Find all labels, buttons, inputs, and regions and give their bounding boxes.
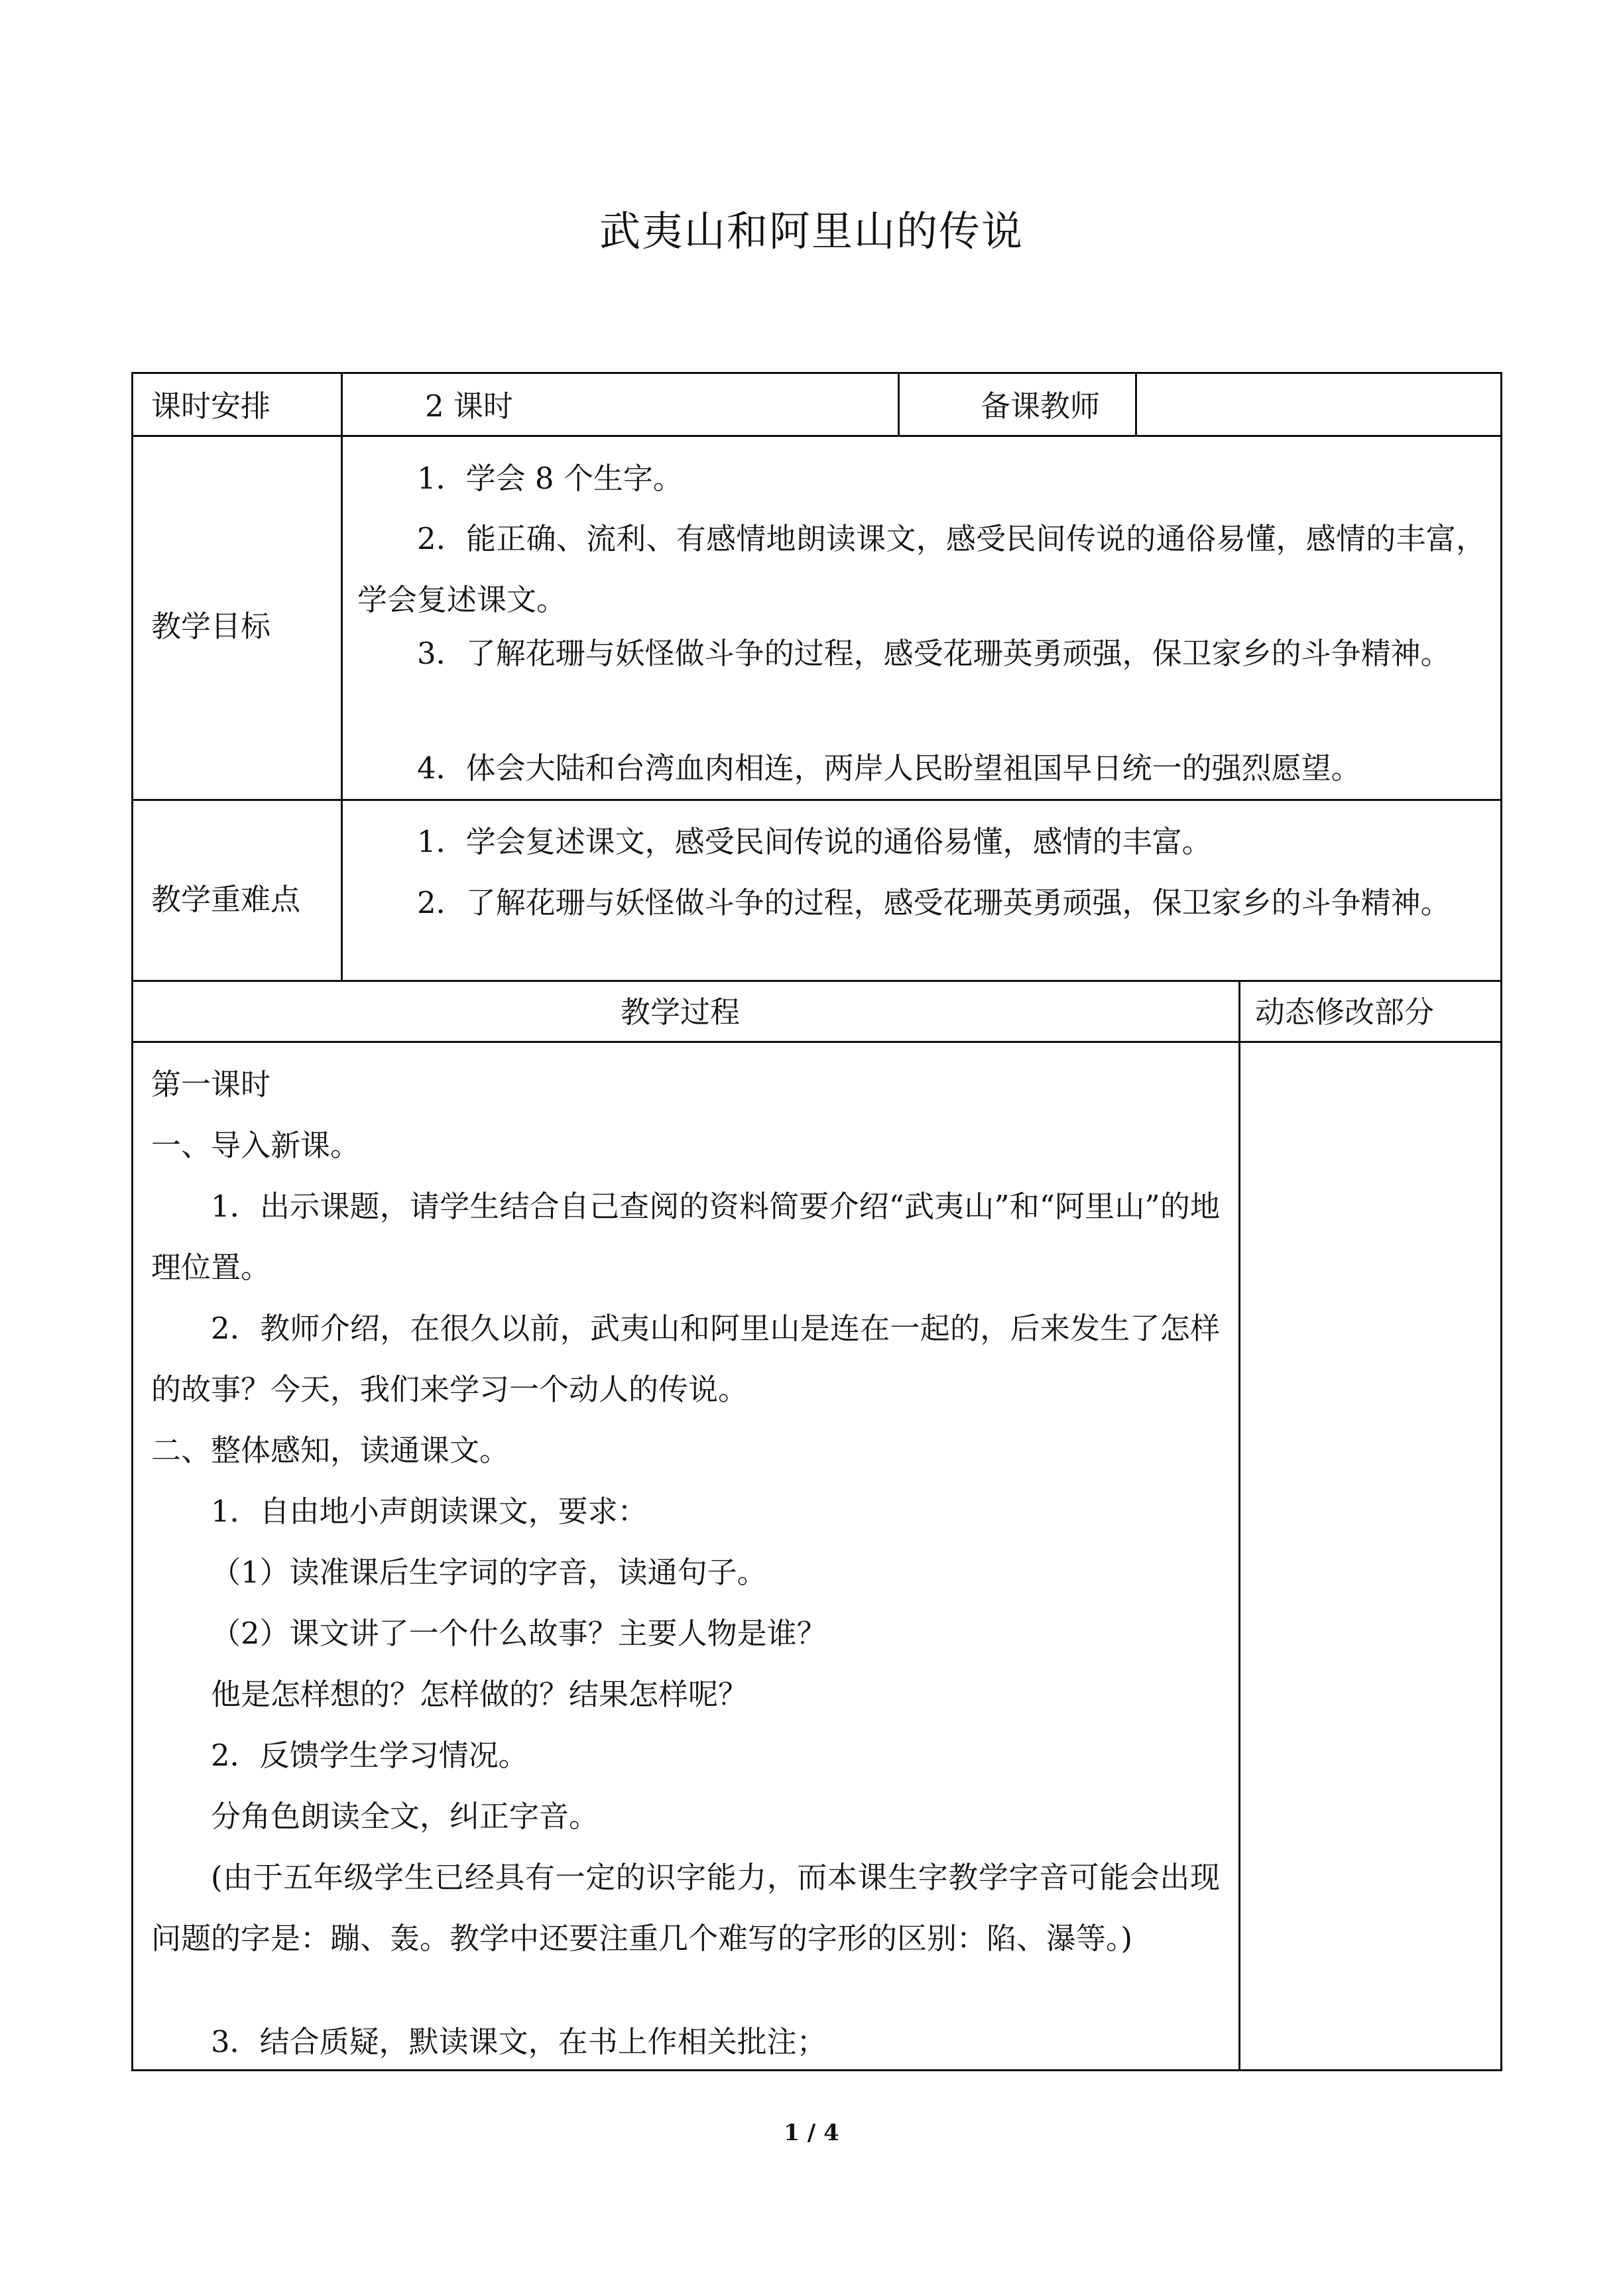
key-points-label: 教学重难点: [151, 882, 301, 917]
page-number: 1 / 4: [784, 2120, 839, 2146]
process-line: 3．结合质疑，默读课文，在书上作相关批注；: [211, 2024, 827, 2059]
teacher-label: 备课教师: [981, 389, 1101, 424]
objectives-label: 教学目标: [151, 609, 271, 644]
process-line: 1．出示课题，请学生结合自己查阅的资料简要介绍“武夷山”和“阿里山”的地理位置。: [151, 1189, 1220, 1285]
key-point-item: 1．学会复述课文，感受民间传说的通俗易懂，感情的丰富。: [417, 824, 1212, 859]
row-divider: [133, 435, 1500, 437]
column-divider: [341, 374, 343, 980]
process-line: 他是怎样想的？怎样做的？结果怎样呢？: [211, 1677, 749, 1712]
process-line: (由于五年级学生已经具有一定的识字能力，而本课生字教学字音可能会出现问题的字是：蹦、轰。教学中还要注重几个难写的字形的区别：陷、瀑等。): [151, 1860, 1220, 1956]
process-line: 第一课时: [151, 1067, 271, 1102]
objective-item: 2．能正确、流利、有感情地朗读课文，感受民间传说的通俗易懂，感情的丰富，学会复述课文。: [357, 521, 1486, 617]
dynamic-label: 动态修改部分: [1255, 995, 1435, 1030]
row-divider: [133, 799, 1500, 801]
objective-item: 3．了解花珊与妖怪做斗争的过程，感受花珊英勇顽强，保卫家乡的斗争精神。: [417, 636, 1451, 671]
column-divider: [898, 374, 900, 437]
process-label: 教学过程: [621, 995, 741, 1030]
process-line: 一、导入新课。: [151, 1128, 361, 1163]
document-title: 武夷山和阿里山的传说: [599, 207, 1024, 255]
objective-item: 1．学会 8 个生字。: [417, 461, 683, 496]
lesson-plan-table: [131, 372, 1502, 2071]
row-divider: [133, 1041, 1500, 1043]
process-line: 2．教师介绍，在很久以前，武夷山和阿里山是连在一起的，后来发生了怎样的故事？今天，我们来学习一个动人的传说。: [151, 1311, 1220, 1407]
column-divider: [1238, 980, 1240, 2071]
row-divider: [133, 980, 1500, 982]
process-line: 分角色朗读全文，纠正字音。: [211, 1799, 599, 1834]
process-line: 2．反馈学生学习情况。: [211, 1738, 528, 1773]
process-line: 二、整体感知，读通课文。: [151, 1433, 510, 1468]
objective-item: 4．体会大陆和台湾血肉相连，两岸人民盼望祖国早日统一的强烈愿望。: [417, 751, 1361, 786]
schedule-label: 课时安排: [151, 389, 271, 424]
column-divider: [1135, 374, 1137, 437]
schedule-value: 2 课时: [425, 389, 513, 424]
process-line: 1．自由地小声朗读课文，要求：: [211, 1494, 648, 1529]
process-line: （1）读准课后生字词的字音，读通句子。: [211, 1555, 767, 1590]
process-line: （2）课文讲了一个什么故事？主要人物是谁？: [211, 1616, 827, 1651]
key-point-item: 2．了解花珊与妖怪做斗争的过程，感受花珊英勇顽强，保卫家乡的斗争精神。: [417, 885, 1451, 920]
